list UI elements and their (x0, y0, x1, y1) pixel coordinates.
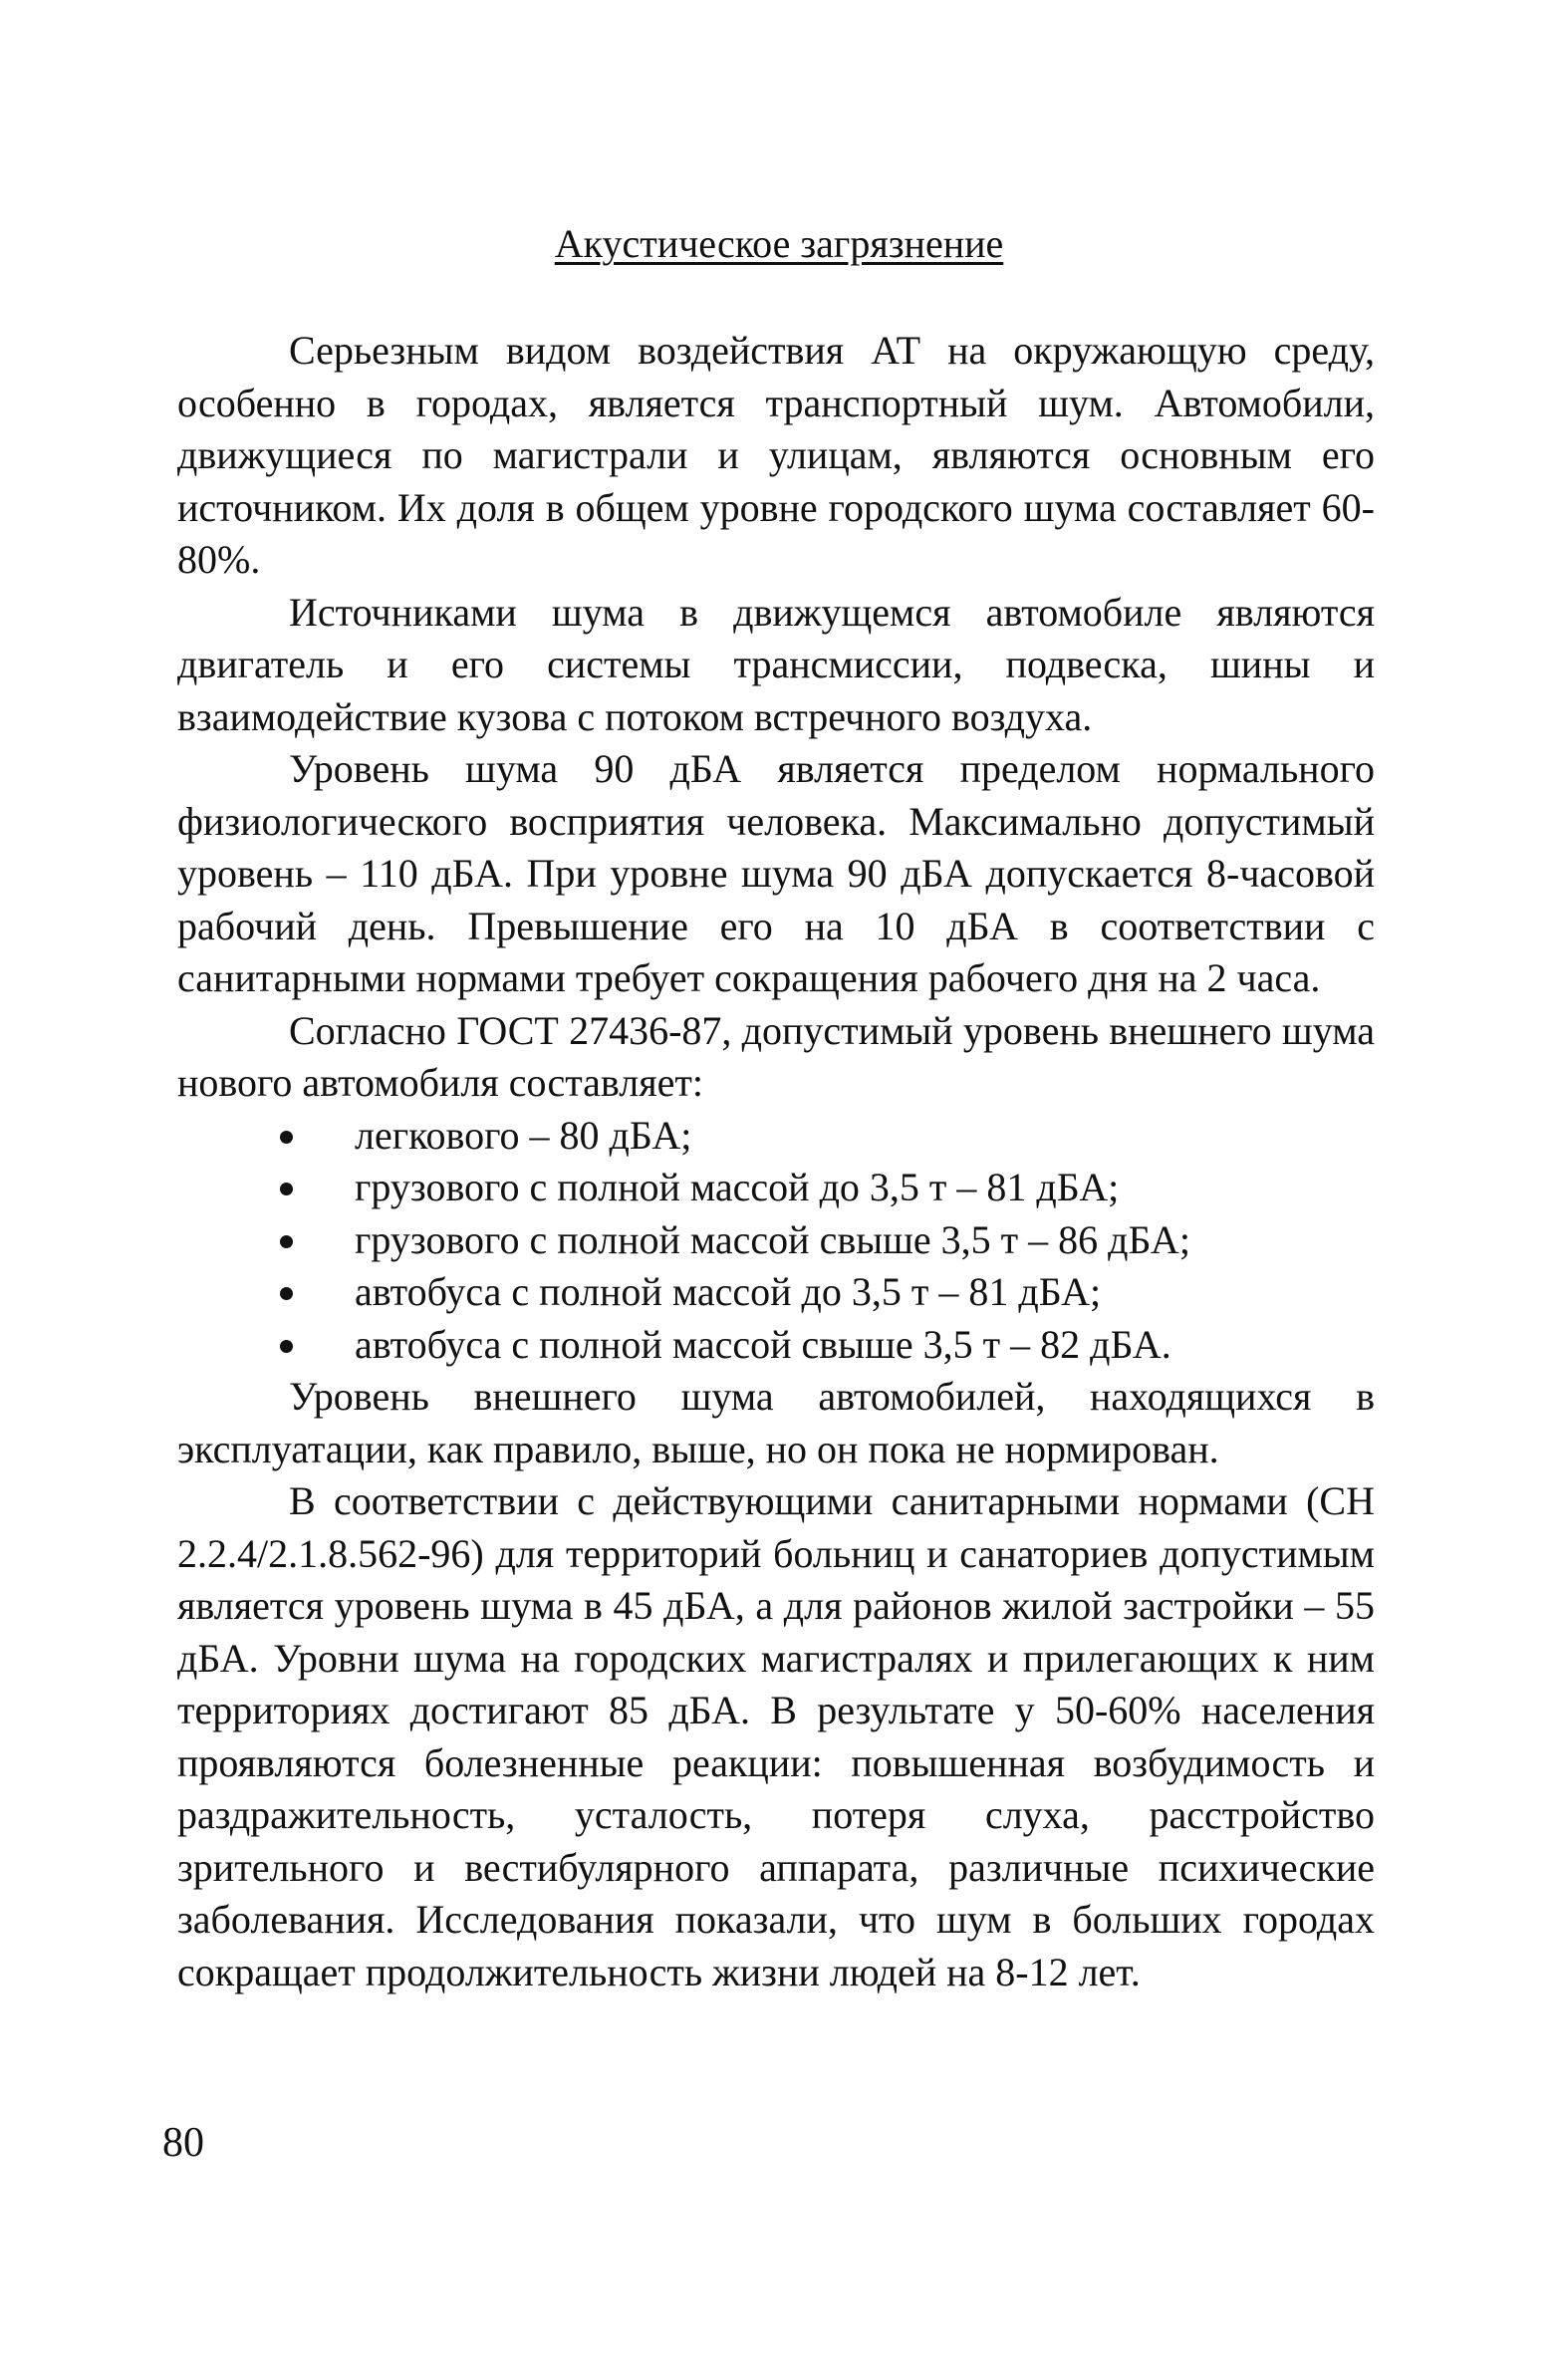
list-item-text: грузового с полной массой свыше 3,5 т – 86 дБА; (355, 1216, 1190, 1262)
list-item (177, 1110, 1375, 1163)
paragraph-1: Серьезным видом воздействия АТ на окружающую среду, особенно в городах, является транспортный шум. Автомобили, движущиеся по магистрали и улицам, являются основным его источником. Их доля в общем уровне городского шума составляет 60-80%. (177, 328, 1375, 582)
list-item (177, 1319, 1375, 1372)
list-item-text: автобуса с полной массой свыше 3,5 т – 82 дБА. (355, 1321, 1171, 1367)
section-title (0, 219, 1558, 269)
list-item (177, 1162, 1375, 1214)
list-item (177, 1214, 1375, 1267)
paragraph-3: Уровень шума 90 дБА является пределом нормального физиологического восприятия человека. Максимально допустимый уровень – 110 дБА. При уровне шума 90 дБА допускается 8-часовой рабочий день. Превышение его на 10 дБА в соответствии с санитарными нормами требует сокращения рабочего дня на 2 часа. (177, 746, 1375, 1000)
paragraph-2: Источниками шума в движущемся автомобиле являются двигатель и его системы трансмиссии, подвеска, шины и взаимодействие кузова с потоком встречного воздуха. (177, 589, 1375, 739)
bullet-icon (280, 1235, 293, 1248)
bullet-icon (280, 1131, 293, 1144)
list-item-text: легкового – 80 дБА; (355, 1112, 692, 1158)
paragraph-4: Согласно ГОСТ 27436-87, допустимый уровень внешнего шума нового автомобиля составляет: (177, 1007, 1375, 1105)
list-item (177, 1266, 1375, 1319)
bullet-icon (280, 1340, 293, 1353)
page-number: 80 (162, 2120, 204, 2166)
noise-limits-list (177, 1110, 1375, 1372)
bullet-icon (280, 1287, 293, 1300)
body-text (177, 325, 1375, 1998)
bullet-icon (280, 1183, 293, 1195)
paragraph-5: Уровень внешнего шума автомобилей, находящихся в эксплуатации, как правило, выше, но он пока не нормирован. (177, 1374, 1375, 1471)
section-title-text: Акустическое загрязнение (554, 221, 1004, 266)
paragraph-6: В соответствии с действующими санитарными нормами (СН 2.2.4/2.1.8.562-96) для территорий больниц и санаториев допустимым является уровень шума в 45 дБА, а для районов жилой застройки – 55 дБА. Уровни шума на городских магистралях и прилегающих к ним территориях достигают 85 дБА. В результате у 50-60% населения проявляются болезненные реакции: повышенная возбудимость и раздражительность, усталость, потеря слуха, расстройство зрительного и вестибулярного аппарата, различные психические заболевания. Исследования показали, что шум в больших городах сокращает продолжительность жизни людей на 8-12 лет. (177, 1478, 1375, 1994)
list-item-text: автобуса с полной массой до 3,5 т – 81 дБА; (355, 1269, 1102, 1314)
list-item-text: грузового с полной массой до 3,5 т – 81 дБА; (355, 1165, 1120, 1209)
